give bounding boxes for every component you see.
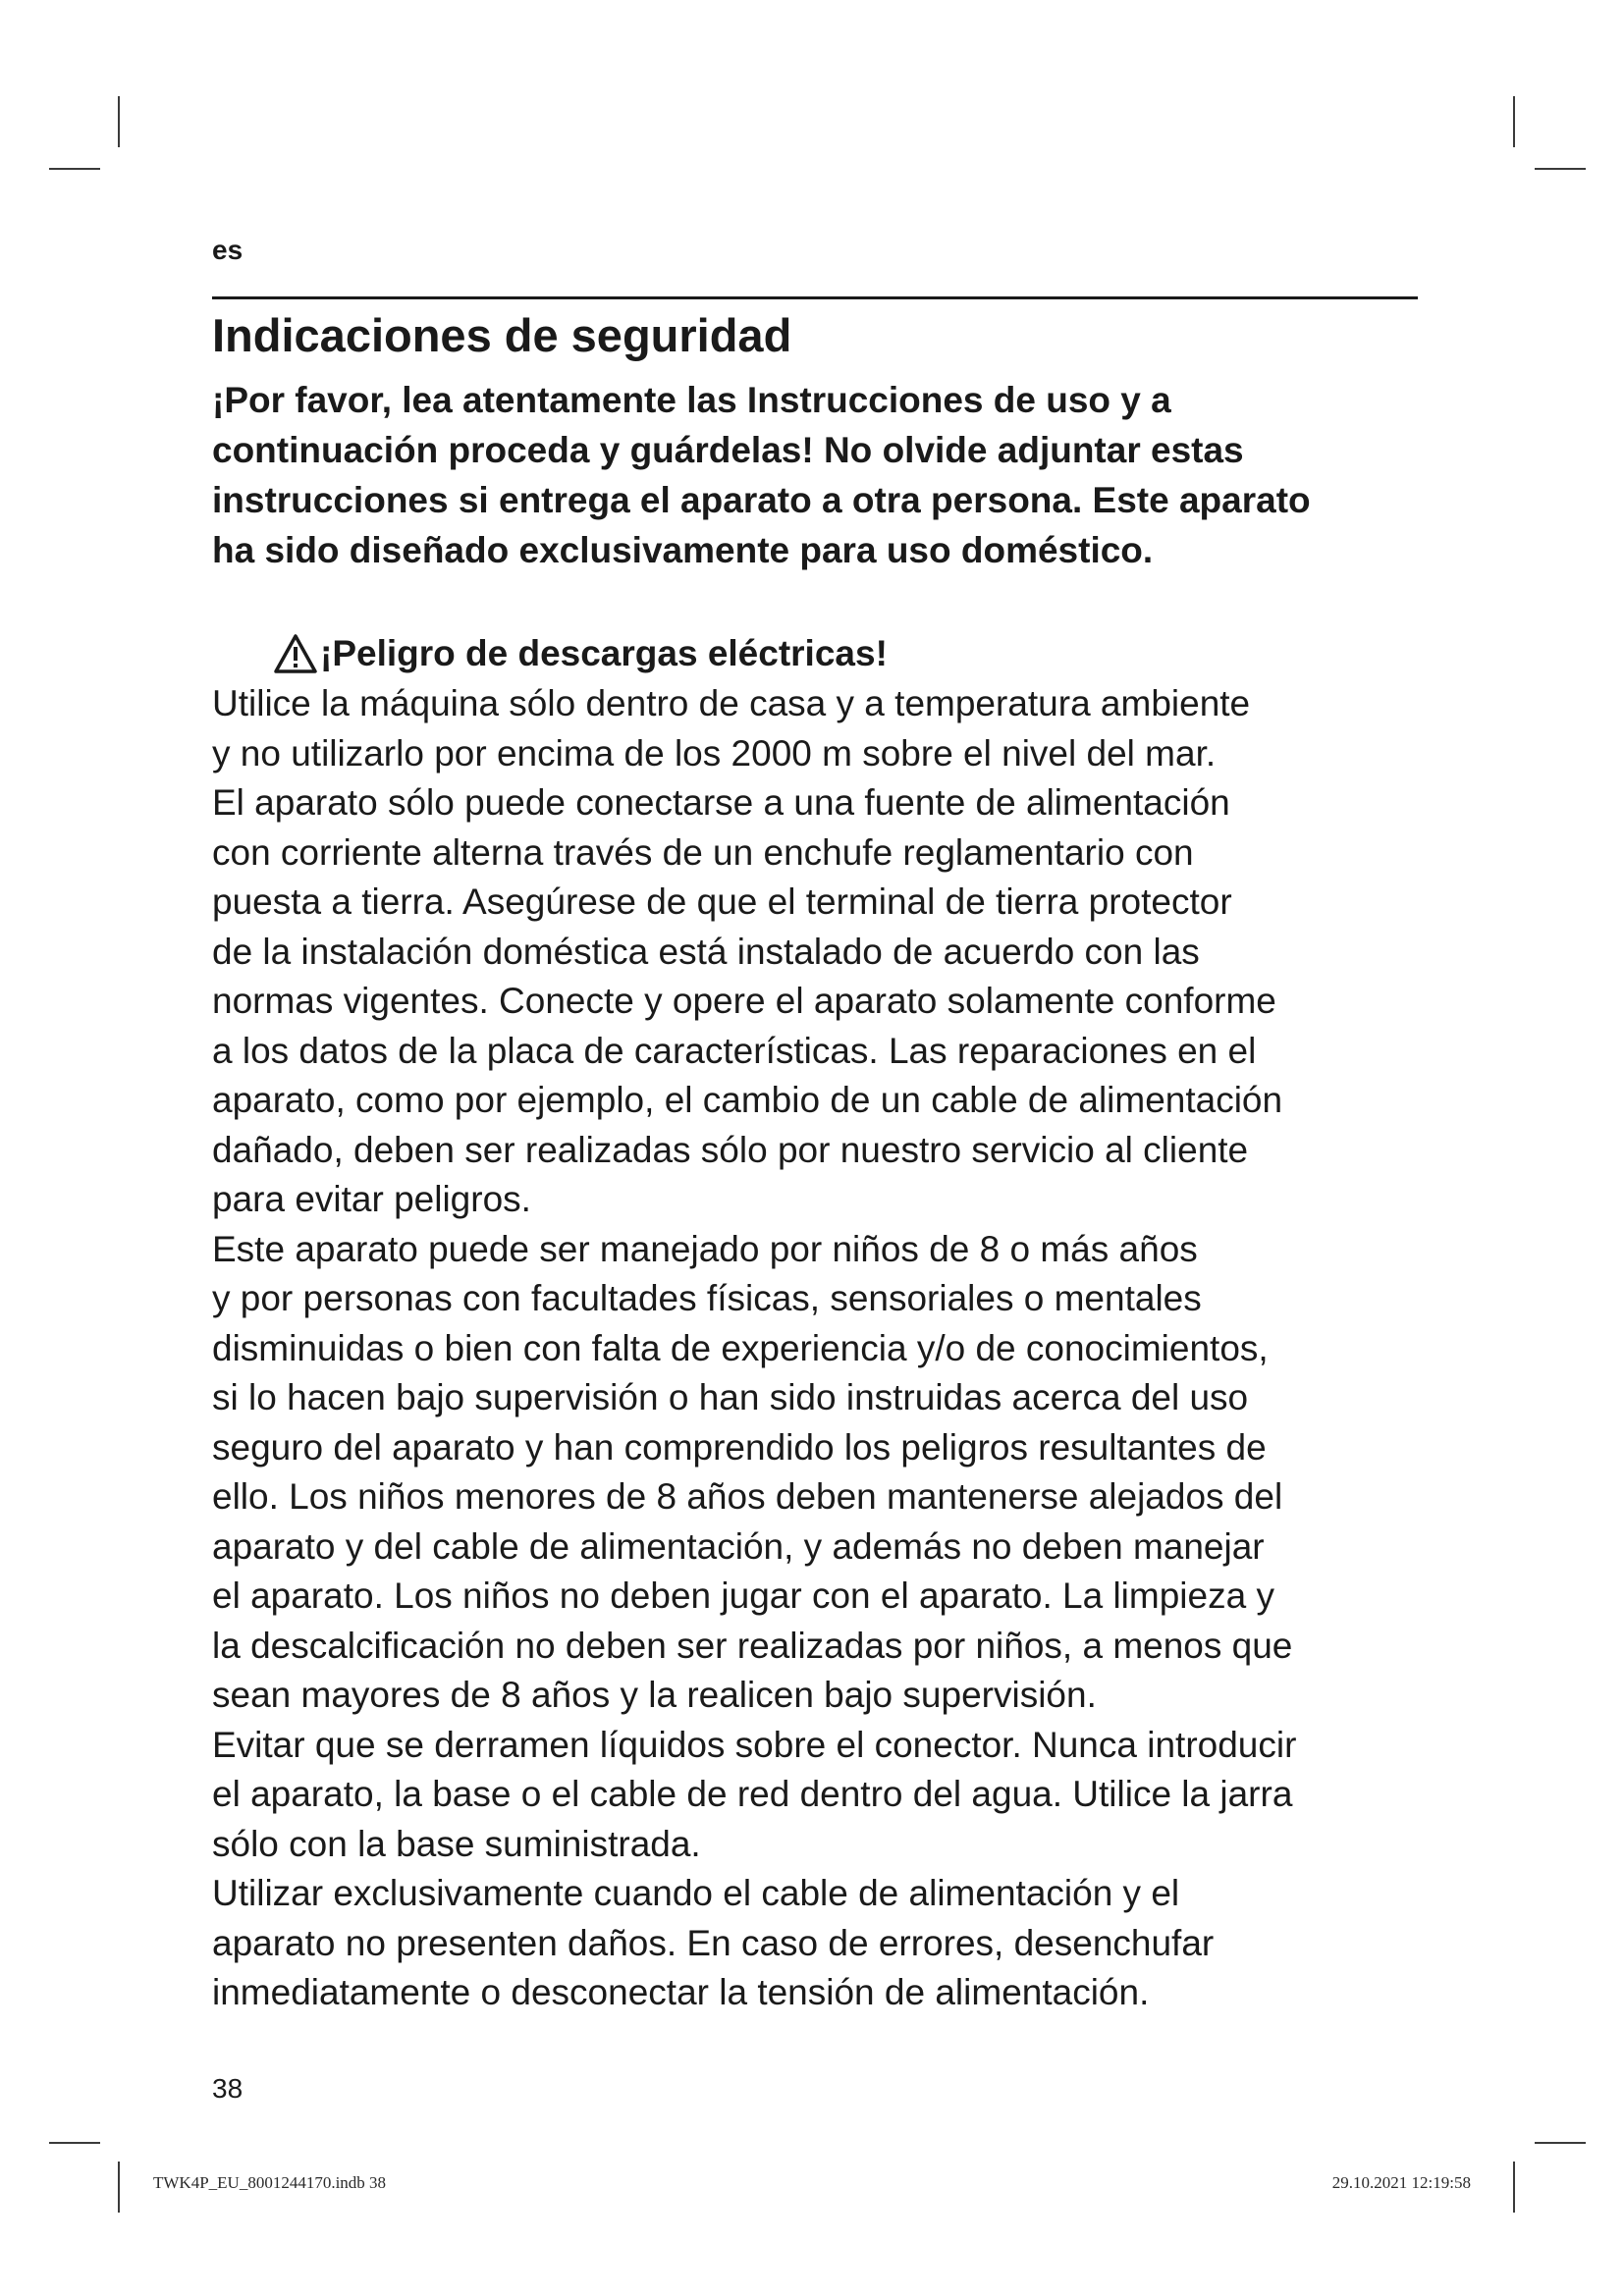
warning-heading-text: ¡Peligro de descargas eléctricas!	[320, 633, 888, 673]
section-rule	[212, 296, 1418, 299]
warning-triangle-icon	[273, 633, 318, 674]
body-line: si lo hacen bajo supervisión o han sido instruidas acerca del uso	[212, 1377, 1249, 1417]
crop-mark-bottom-right-horizontal	[1535, 2142, 1586, 2144]
body-line: Utilizar exclusivamente cuando el cable de alimentación y el	[212, 1873, 1180, 1913]
crop-mark-top-left-vertical	[118, 96, 120, 147]
body-line: Este aparato puede ser manejado por niños de 8 o más años	[212, 1228, 1198, 1269]
body-line: Utilice la máquina sólo dentro de casa y a temperatura ambiente	[212, 683, 1251, 723]
body-line: ello. Los niños menores de 8 años deben mantenerse alejados del	[212, 1476, 1283, 1517]
body-line: Evitar que se derramen líquidos sobre el conector. Nunca introducir	[212, 1724, 1297, 1765]
crop-mark-top-right-horizontal	[1535, 168, 1586, 170]
print-file-info: TWK4P_EU_8001244170.indb 38	[153, 2173, 387, 2192]
crop-mark-top-left-horizontal	[49, 168, 100, 170]
body-line: normas vigentes. Conecte y opere el aparato solamente conforme	[212, 981, 1276, 1021]
print-timestamp: 29.10.2021 12:19:58	[1331, 2173, 1471, 2192]
page-number: 38	[212, 2073, 244, 2104]
crop-mark-top-right-vertical	[1513, 96, 1515, 147]
body-line: sean mayores de 8 años y la realicen bajo supervisión.	[212, 1675, 1097, 1715]
crop-mark-bottom-left-horizontal	[49, 2142, 100, 2144]
body-line: aparato no presenten daños. En caso de errores, desenchufar	[212, 1922, 1215, 1963]
intro-line: ha sido diseñado exclusivamente para uso doméstico.	[212, 530, 1154, 570]
body-line: de la instalación doméstica está instalado de acuerdo con las	[212, 931, 1200, 972]
body-line: seguro del aparato y han comprendido los peligros resultantes de	[212, 1426, 1267, 1468]
body-line: sólo con la base suministrada.	[212, 1823, 701, 1864]
body-line: el aparato, la base o el cable de red dentro del agua. Utilice la jarra	[212, 1774, 1293, 1814]
body-line: el aparato. Los niños no deben jugar con el aparato. La limpieza y	[212, 1575, 1274, 1616]
section-title: Indicaciones de seguridad	[212, 309, 792, 361]
crop-mark-bottom-right-vertical	[1513, 2162, 1515, 2213]
intro-paragraph	[212, 375, 1430, 575]
warning-heading	[273, 628, 888, 679]
crop-mark-bottom-left-vertical	[118, 2162, 120, 2213]
body-line: aparato y del cable de alimentación, y además no deben manejar	[212, 1525, 1265, 1567]
body-line: disminuidas o bien con falta de experiencia y/o de conocimientos,	[212, 1327, 1269, 1368]
body-line: y no utilizarlo por encima de los 2000 m sobre el nivel del mar.	[212, 732, 1217, 774]
intro-line: ¡Por favor, lea atentamente las Instrucciones de uso y a	[212, 380, 1171, 420]
body-line: puesta a tierra. Asegúrese de que el terminal de tierra protector	[212, 881, 1232, 922]
intro-line: instrucciones si entrega el aparato a otra persona. Este aparato	[212, 480, 1311, 520]
intro-line: continuación proceda y guárdelas! No olvide adjuntar estas	[212, 430, 1244, 470]
body-line: dañado, deben ser realizadas sólo por nuestro servicio al cliente	[212, 1129, 1249, 1170]
language-code: es	[212, 235, 244, 265]
body-line: para evitar peligros.	[212, 1179, 531, 1219]
body-line: y por personas con facultades físicas, sensoriales o mentales	[212, 1278, 1202, 1318]
body-line: aparato, como por ejemplo, el cambio de un cable de alimentación	[212, 1080, 1283, 1120]
safety-body-text	[212, 679, 1439, 2018]
body-line: a los datos de la placa de características. Las reparaciones en el	[212, 1030, 1257, 1071]
body-line: inmediatamente o desconectar la tensión de alimentación.	[212, 1972, 1150, 2012]
body-line: El aparato sólo puede conectarse a una fuente de alimentación	[212, 782, 1230, 823]
body-line: con corriente alterna través de un enchufe reglamentario con	[212, 831, 1194, 873]
body-line: la descalcificación no deben ser realizadas por niños, a menos que	[212, 1625, 1293, 1666]
